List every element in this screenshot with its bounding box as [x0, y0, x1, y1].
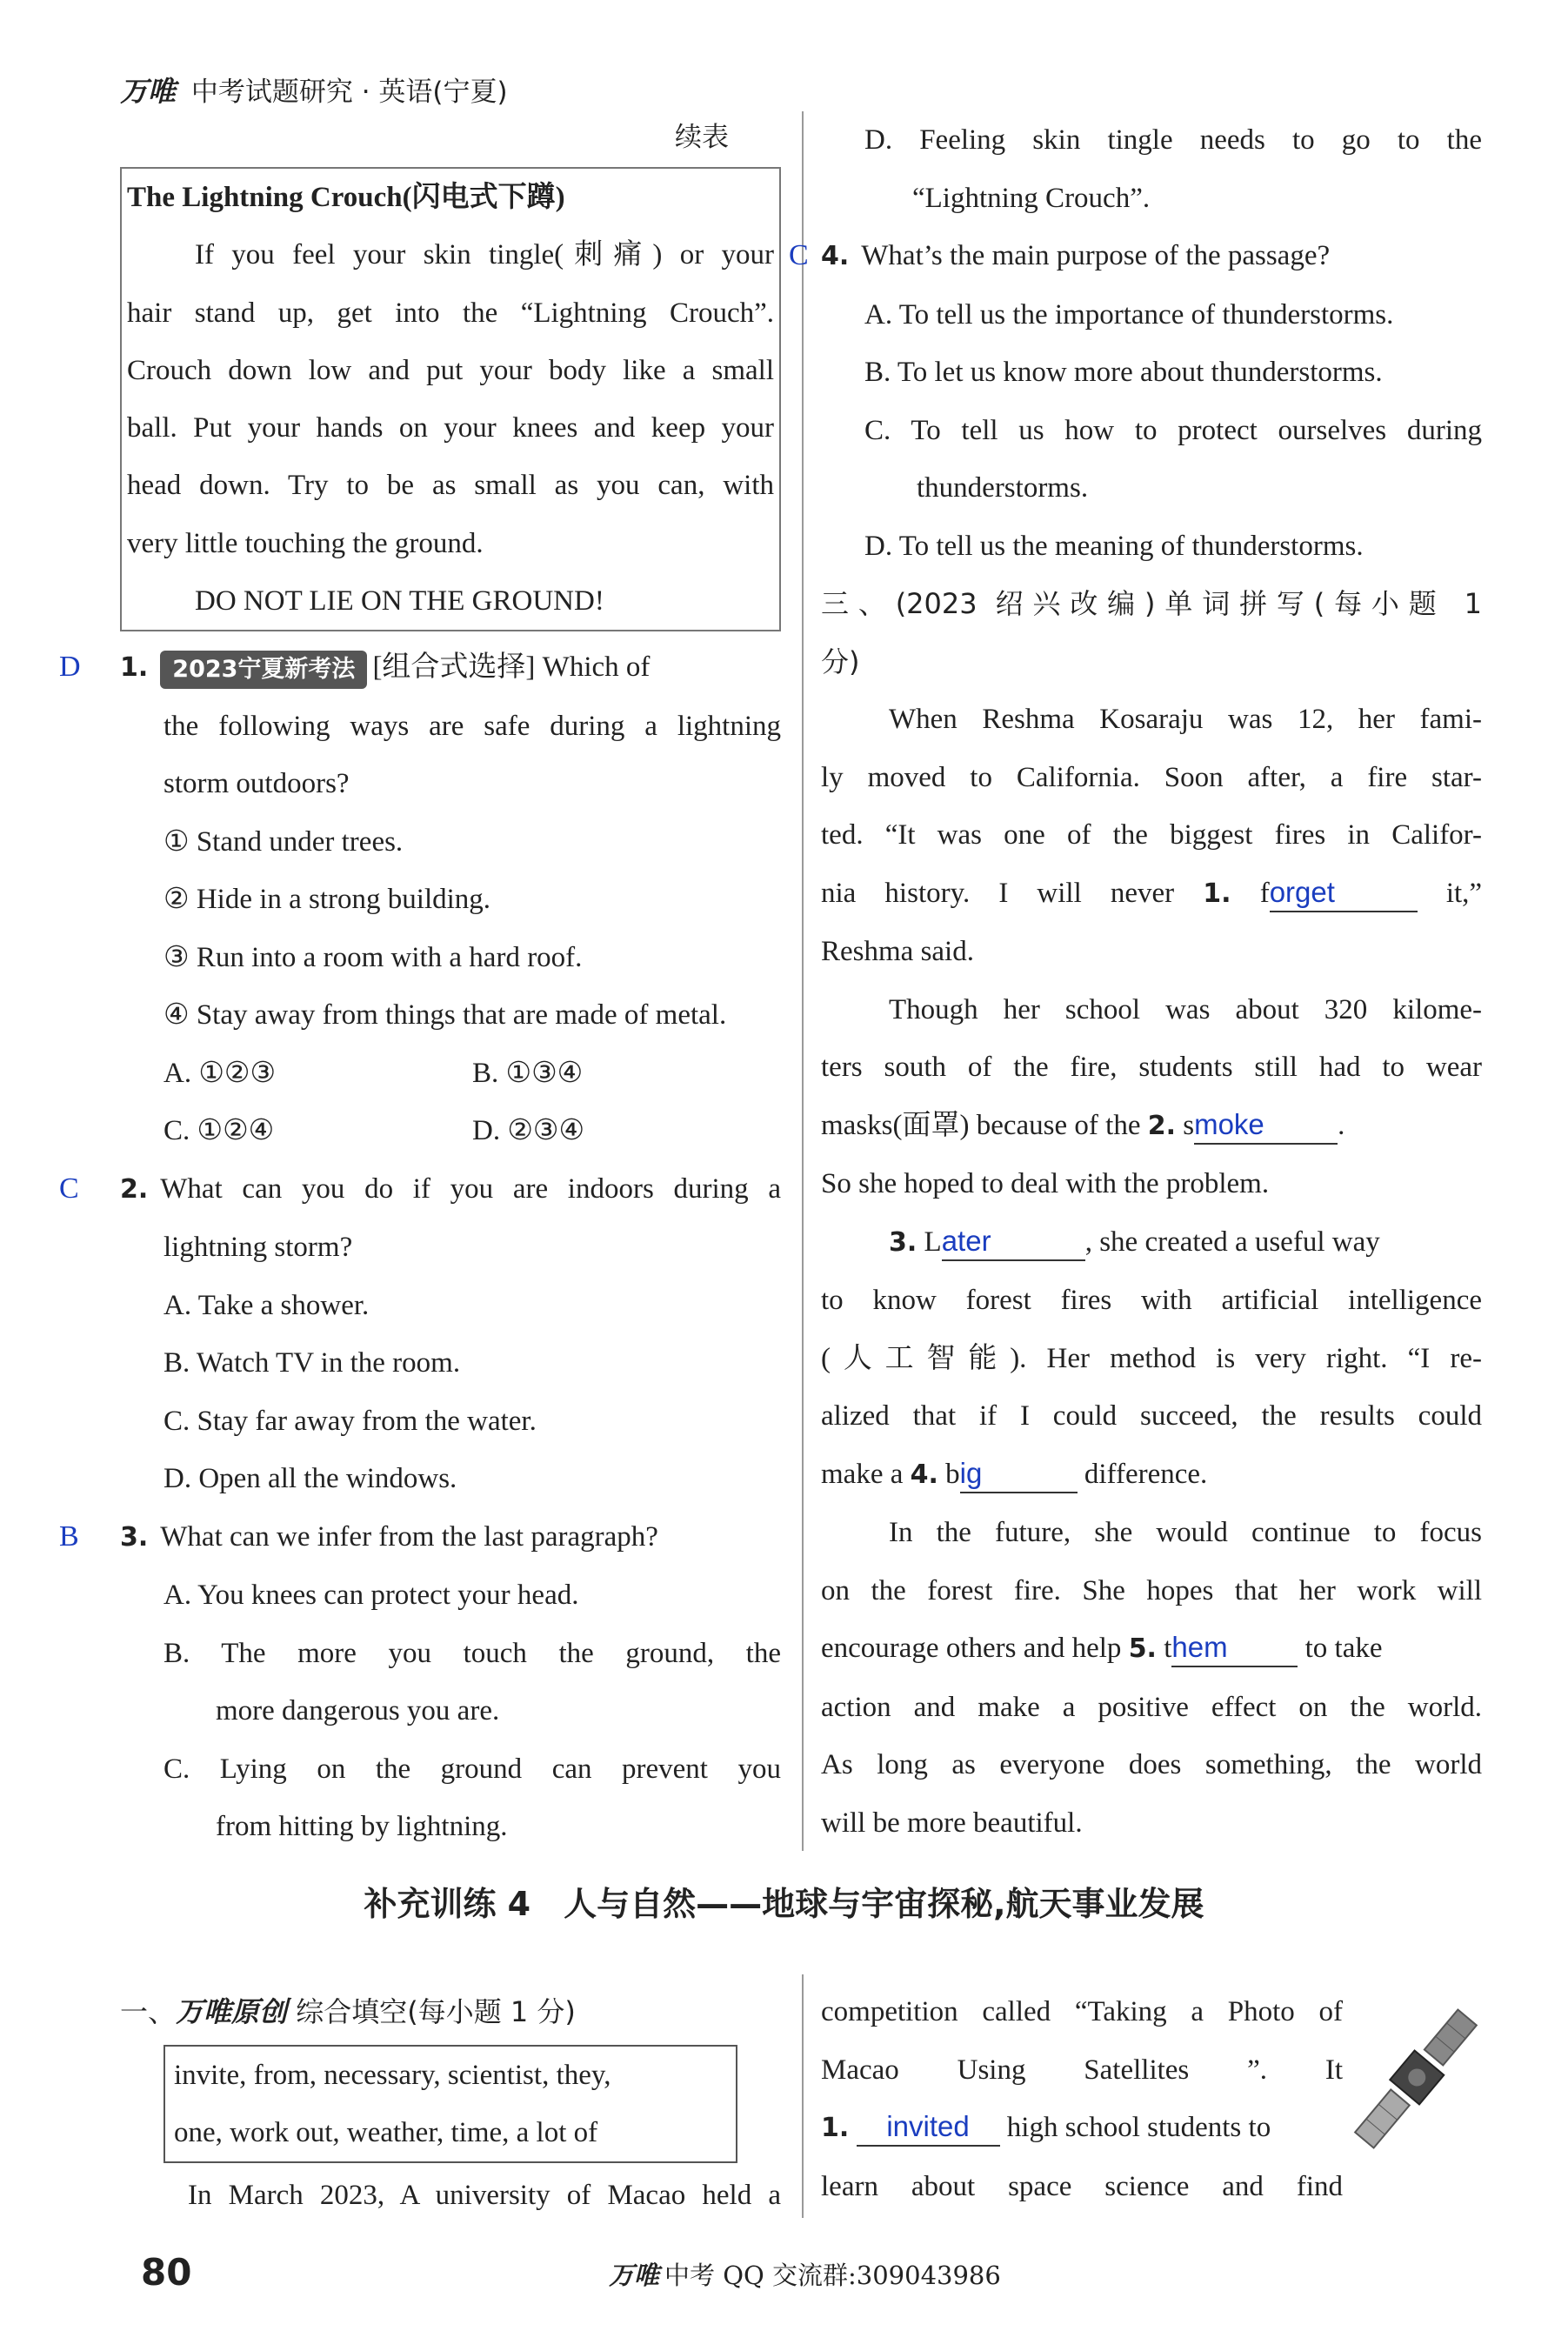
- option-d: D. Feeling skin tingle needs to go to the: [864, 124, 1482, 156]
- header-title: 中考试题研究 · 英语(宁夏): [190, 77, 508, 108]
- option-d: D. ②③④: [472, 1115, 585, 1147]
- blank-number: 1.: [1203, 878, 1231, 909]
- box-line: If you feel your skin tingle(刺痛) or your: [195, 239, 774, 271]
- box-warning: DO NOT LIE ON THE GROUND!: [195, 585, 604, 618]
- box-line: head down. Try to be as small as you can, with: [127, 470, 774, 502]
- question-text: [组合式选择] Which of: [372, 651, 651, 684]
- text: to take: [1304, 1633, 1383, 1664]
- passage-line: ted. “It was one of the biggest fires in Califor-: [821, 819, 1482, 851]
- option-a: A. You knees can protect your head.: [163, 1580, 579, 1612]
- question-line: [120, 1160, 781, 1219]
- passage-line: ly moved to California. Soon after, a fire star-: [821, 761, 1482, 793]
- question-number: 1.: [120, 652, 149, 684]
- blank-number: 1.: [821, 2113, 850, 2143]
- question-text: What can you do if you are indoors during a: [160, 1172, 781, 1205]
- blank-letter: L: [924, 1226, 942, 1258]
- option-b: B. The more you touch the ground, the: [163, 1637, 781, 1669]
- footer-text: [609, 2256, 1001, 2292]
- section-3-title: 三、(2023 绍兴改编)单词拼写(每小题 1: [821, 587, 1482, 620]
- passage-line: [821, 1213, 1482, 1272]
- blank-answer-4[interactable]: ig: [960, 1455, 1078, 1493]
- option-item: ① Stand under trees.: [163, 825, 404, 858]
- passage: [821, 691, 1482, 1852]
- option-row: [120, 1102, 781, 1160]
- option-item: ③ Run into a room with a hard roof.: [163, 941, 583, 973]
- text: encourage others and help: [821, 1633, 1122, 1664]
- page-header: [120, 70, 508, 110]
- answer-mark: D: [59, 651, 81, 684]
- blank-answer-1[interactable]: invited: [857, 2108, 1000, 2147]
- option-c: C. To tell us how to protect ourselves during: [864, 414, 1482, 446]
- option-c-cont: from hitting by lightning.: [216, 1811, 508, 1843]
- passage-line: on the forest fire. She hopes that her work will: [821, 1574, 1482, 1606]
- option-b: B. Watch TV in the room.: [163, 1347, 461, 1379]
- question-1: [59, 638, 781, 1160]
- blank-number: 2.: [1147, 1110, 1176, 1141]
- option-a: A. Take a shower.: [163, 1289, 370, 1321]
- answer-mark: C: [789, 239, 809, 271]
- option-item: ④ Stay away from things that are made of metal.: [163, 999, 727, 1032]
- option-c: C. Lying on the ground can prevent you: [163, 1753, 781, 1785]
- right-column: [789, 111, 1483, 1852]
- option-c-cont: thunderstorms.: [917, 472, 1089, 504]
- text: nia history. I will never: [821, 877, 1175, 909]
- column-divider: [802, 111, 804, 1851]
- blank-number: 4.: [910, 1459, 938, 1490]
- option-d: D. To tell us the meaning of thunderstorms.: [864, 530, 1364, 562]
- option-d: D. Open all the windows.: [163, 1463, 457, 1495]
- passage-line: [821, 865, 1482, 924]
- satellite-icon: [1346, 1992, 1485, 2166]
- passage-line: [821, 1097, 1482, 1156]
- passage-line: competition called “Taking a Photo of: [821, 1996, 1343, 2027]
- box-title: The Lightning Crouch(闪电式下蹲): [127, 182, 565, 213]
- option-item: ② Hide in a strong building.: [163, 884, 491, 916]
- option-c: C. ①②④: [163, 1115, 275, 1147]
- text: it,”: [1445, 877, 1483, 909]
- passage-line: In March 2023, A university of Macao held a: [188, 2179, 781, 2211]
- blank-number: 3.: [889, 1226, 917, 1258]
- passage-line: Reshma said.: [821, 936, 974, 967]
- question-text: What’s the main purpose of the passage?: [861, 240, 1331, 271]
- passage-line: So she hoped to deal with the problem.: [821, 1168, 1270, 1199]
- question-line: [120, 1508, 781, 1567]
- option-a: A. ①②③: [163, 1057, 277, 1089]
- blank-answer-2[interactable]: moke: [1194, 1106, 1338, 1145]
- passage-line: (人工智能). Her method is very right. “I re-: [821, 1342, 1482, 1374]
- option-b-cont: more dangerous you are.: [216, 1695, 500, 1727]
- question-number: 2.: [120, 1173, 149, 1205]
- passage-line: As long as everyone does something, the world: [821, 1749, 1482, 1780]
- blank-letter: s: [1183, 1109, 1195, 1141]
- box-line: very little touching the ground.: [127, 527, 484, 559]
- text: .: [1338, 1109, 1345, 1141]
- question-3: [59, 1508, 781, 1856]
- question-line: [821, 227, 1482, 286]
- passage-line: Though her school was about 320 kilome-: [889, 993, 1482, 1025]
- section-title: 综合填空(每小题 1 分): [296, 1995, 576, 2028]
- option-b: B. ①③④: [472, 1057, 584, 1089]
- passage-line: to know forest fires with artificial intelligence: [821, 1285, 1482, 1316]
- question-2: [59, 1160, 781, 1508]
- question-text: the following ways are safe during a lightning: [163, 710, 781, 742]
- text: high school students to: [1006, 2112, 1271, 2143]
- blank-letter: f: [1259, 877, 1270, 909]
- blank-letter: b: [945, 1458, 960, 1490]
- page-number: 80: [141, 2251, 192, 2294]
- passage-line: Macao Using Satellites ”. It: [821, 2054, 1343, 2086]
- option-row: [120, 1045, 781, 1103]
- passage-line: In the future, she would continue to focus: [889, 1517, 1482, 1548]
- question-text: lightning storm?: [163, 1232, 353, 1264]
- blank-answer-1[interactable]: orget: [1270, 874, 1418, 912]
- question-line: [120, 638, 781, 698]
- passage-line: When Reshma Kosaraju was 12, her fami-: [889, 704, 1482, 735]
- option-c: C. Stay far away from the water.: [163, 1405, 537, 1437]
- footer-brand: 万唯: [609, 2261, 660, 2290]
- section-1-title: [120, 1983, 781, 2041]
- section-prefix: 一、: [120, 1995, 177, 2028]
- passage-line: alized that if I could succeed, the results could: [821, 1400, 1482, 1432]
- option-b: B. To let us know more about thunderstorms.: [864, 357, 1383, 388]
- text: difference.: [1084, 1458, 1208, 1490]
- column-divider-bottom: [802, 1974, 804, 2218]
- left-column: [59, 111, 781, 1856]
- passage-line: action and make a positive effect on the world.: [821, 1691, 1482, 1723]
- option-d-cont: “Lightning Crouch”.: [912, 182, 1151, 214]
- text: , she created a useful way: [1084, 1226, 1380, 1258]
- footer-qq: 中考 QQ 交流群:309043986: [664, 2261, 1001, 2290]
- continued-label: 续表: [675, 122, 729, 153]
- passage-line: learn about space science and find: [821, 2170, 1343, 2202]
- question-number: 4.: [821, 241, 850, 271]
- text: masks(面罩) because of the: [821, 1109, 1141, 1141]
- bottom-right-column: [821, 1983, 1343, 2215]
- passage-line: [821, 1620, 1482, 1679]
- unit-title: 补充训练 4 人与自然——地球与宇宙探秘,航天事业发展: [364, 1885, 1204, 1923]
- text: make a: [821, 1458, 904, 1490]
- question-number: 3.: [120, 1521, 149, 1553]
- bottom-left-column: [120, 1983, 781, 2224]
- passage-line: [821, 2099, 1343, 2158]
- new-test-badge: 2023宁夏新考法: [160, 651, 367, 689]
- box-line: ball. Put your hands on your knees and keep your: [127, 412, 774, 444]
- option-a: A. To tell us the importance of thunderstorms.: [864, 298, 1394, 331]
- question-4: [789, 227, 1482, 575]
- lightning-crouch-box: [120, 167, 781, 631]
- blank-letter: t: [1164, 1633, 1172, 1664]
- box-line: hair stand up, get into the “Lightning Crouch”.: [127, 297, 774, 329]
- blank-answer-5[interactable]: hem: [1171, 1629, 1298, 1667]
- answer-mark: B: [59, 1519, 79, 1553]
- question-text: storm outdoors?: [163, 768, 350, 800]
- word-box-line: one, work out, weather, time, a lot of: [174, 2116, 598, 2148]
- box-line: Crouch down low and put your body like a small: [127, 354, 774, 386]
- blank-number: 5.: [1128, 1633, 1157, 1664]
- header-brand: 万唯: [120, 75, 177, 108]
- blank-answer-3[interactable]: ater: [942, 1223, 1085, 1261]
- word-box-line: invite, from, necessary, scientist, they,: [174, 2059, 611, 2091]
- question-text: What can we infer from the last paragraph?: [160, 1520, 658, 1553]
- section-3-title-cont: 分): [821, 645, 860, 678]
- answer-mark: C: [59, 1172, 79, 1205]
- word-box: [163, 2045, 737, 2163]
- section-brand: 万唯原创: [176, 1995, 288, 2028]
- passage-line: will be more beautiful.: [821, 1807, 1083, 1839]
- passage-line: [821, 1446, 1482, 1505]
- passage-line: ters south of the fire, students still had to wear: [821, 1052, 1482, 1083]
